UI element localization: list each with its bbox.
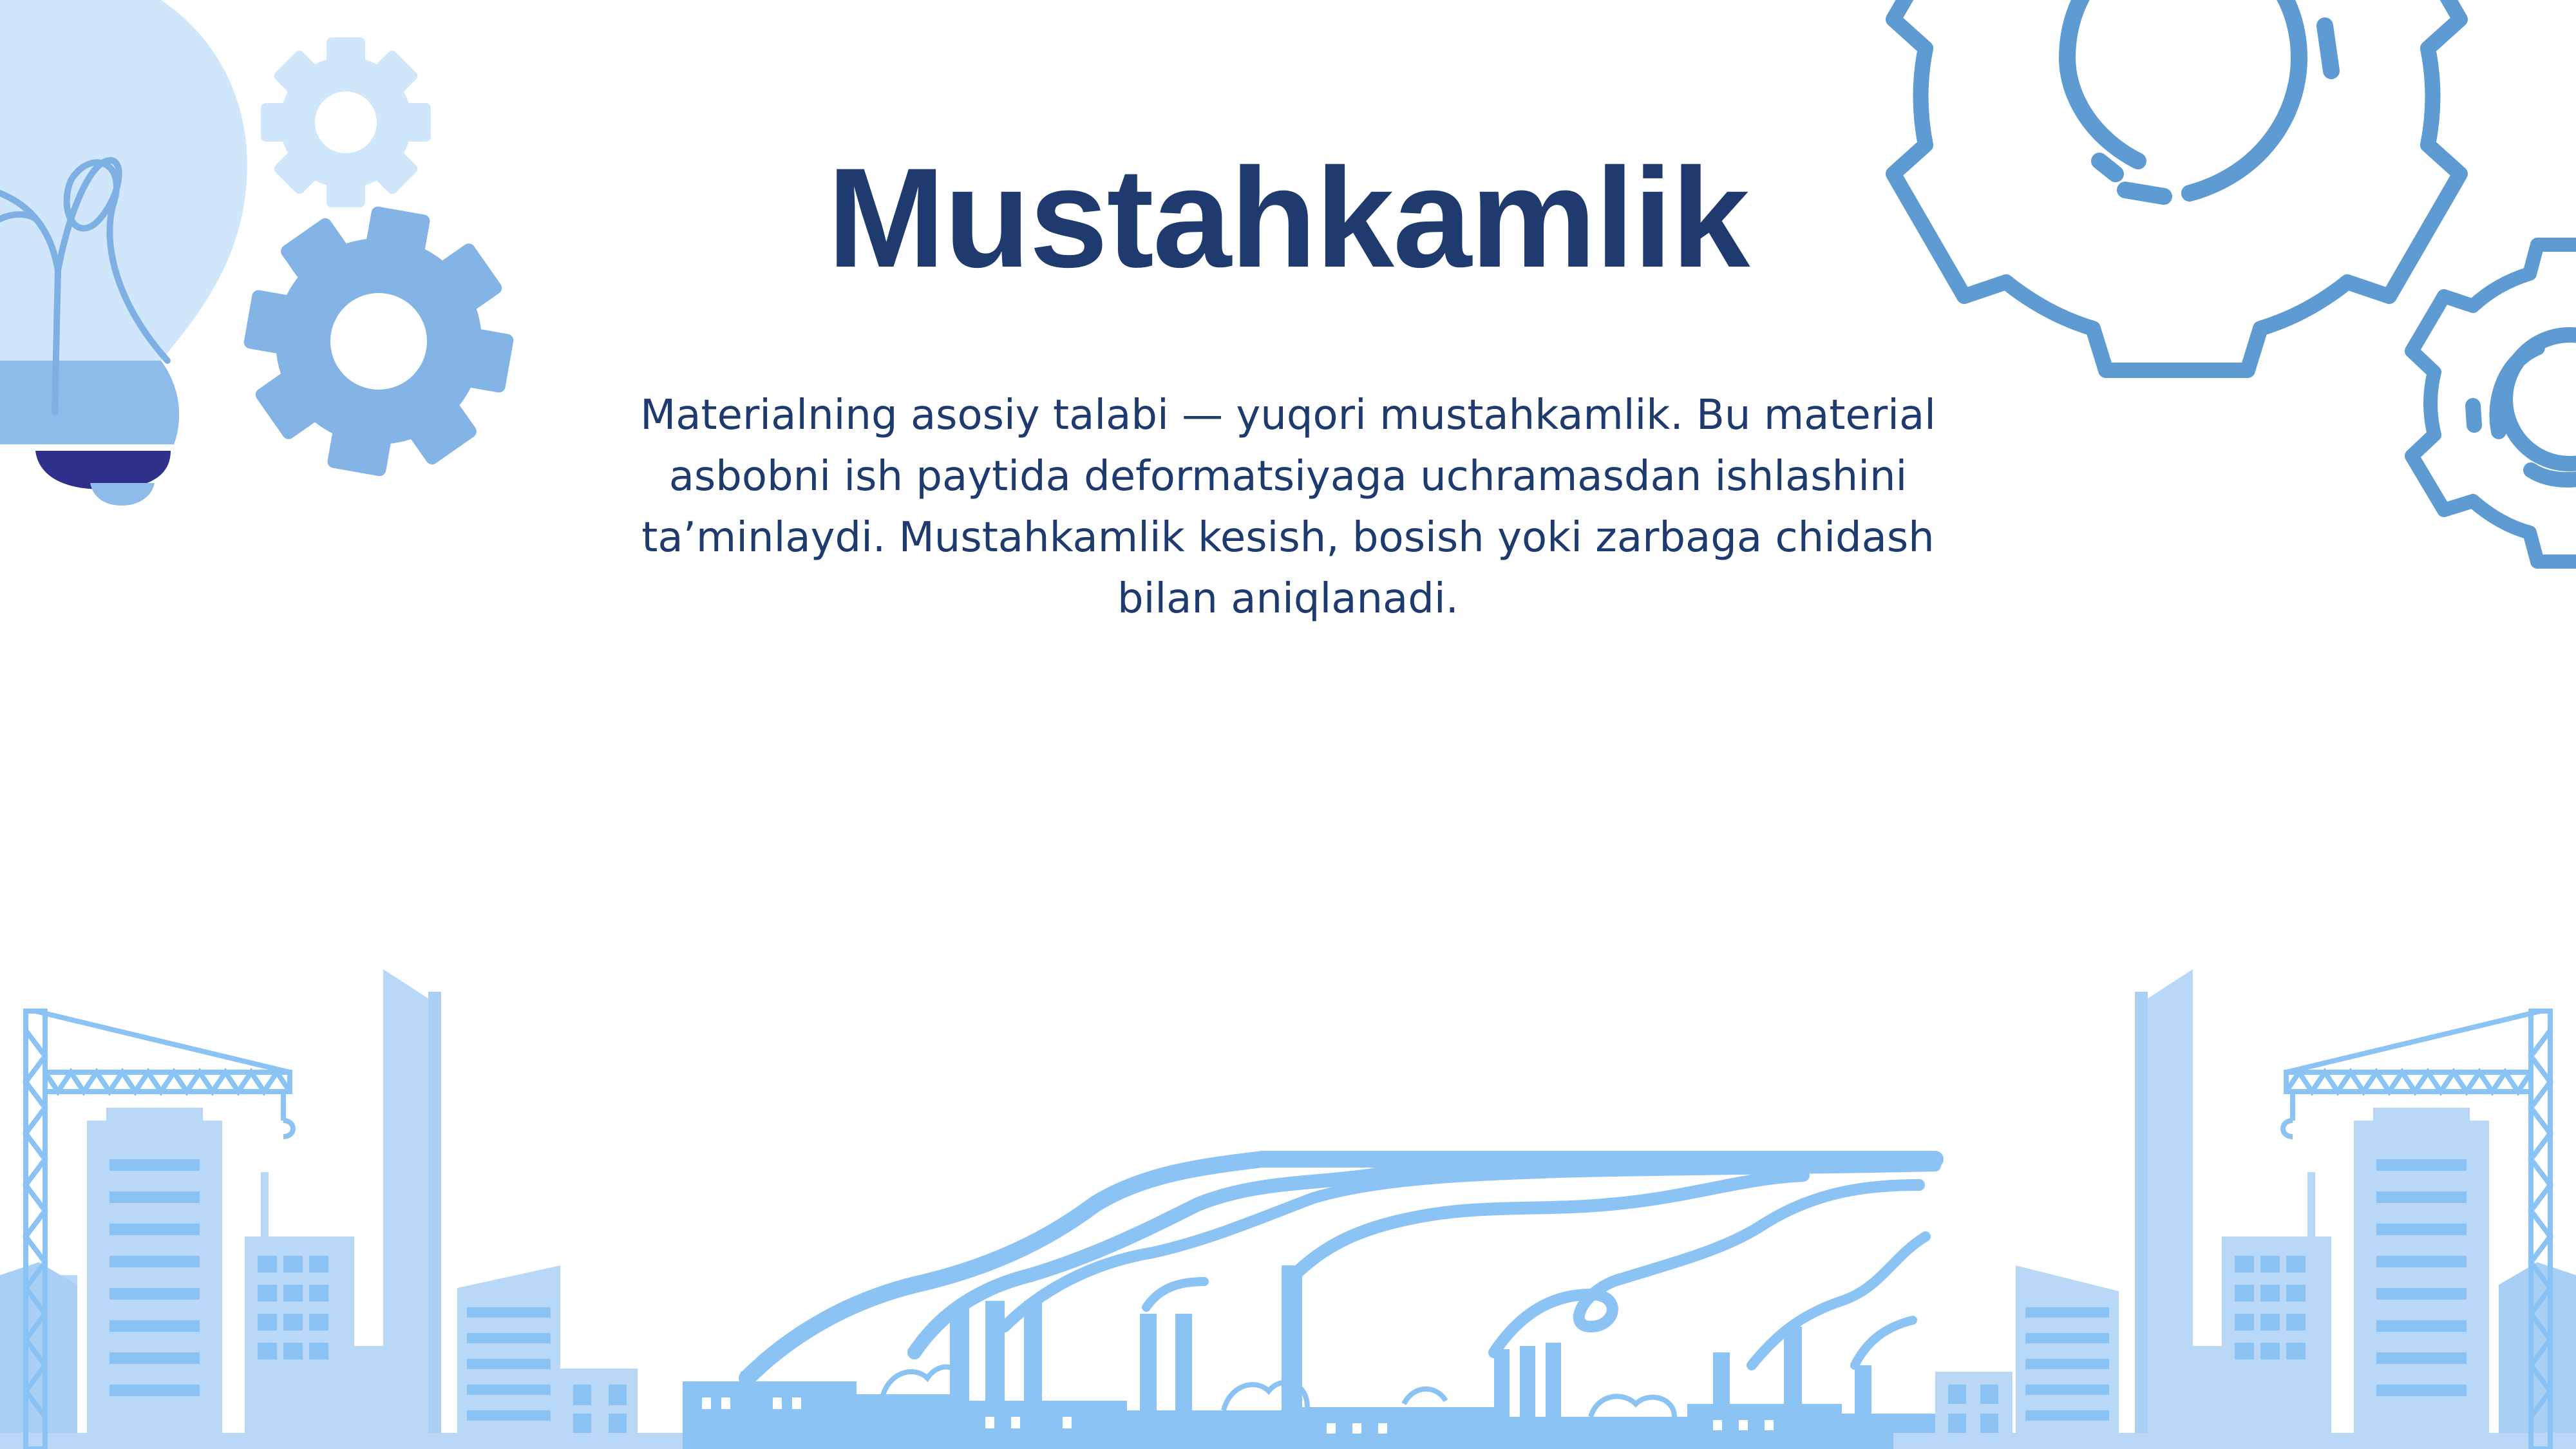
city-skyline-right <box>1893 969 2576 1449</box>
factory-smoke-illustration <box>683 1159 1938 1449</box>
slide-body-text: Materialning asosiy talabi — yuqori mustahkamlik. Bu material asbobni ish paytida deformatsiyaga uchramasdan ishlashini ta’minlaydi. Mustahkamlik kesish, bosish yoki zarbaga chidash bilan aniqlanadi. <box>640 392 1936 623</box>
city-skyline-left <box>0 969 683 1449</box>
slide-title: Mustahkamlik <box>827 138 1749 297</box>
